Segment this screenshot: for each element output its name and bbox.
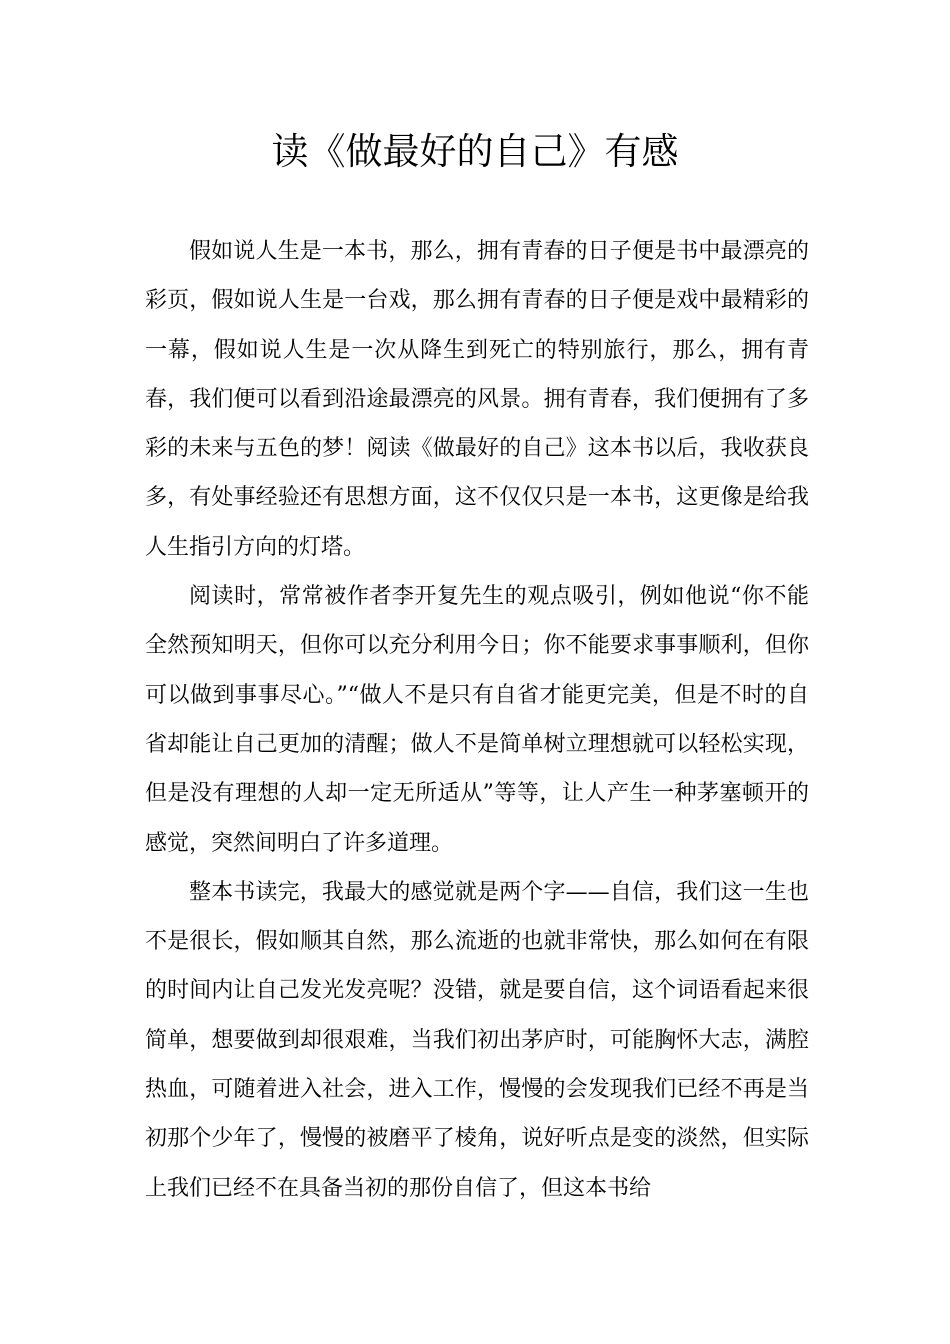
paragraph-2: 阅读时，常常被作者李开复先生的观点吸引，例如他说“你不能全然预知明天，但你可以充分利用今日；你不能要求事事顺利，但你可以做到事事尽心。”“做人不是只有自省才能更完美，但是不时的自省却能让自己更加的清醒；做人不是简单树立理想就可以轻松实现，但是没有理想的人却一定无所适从”等等，让人产生一种茅塞顿开的感觉，突然间明白了许多道理。 <box>145 584 809 856</box>
paragraph-3: 整本书读完，我最大的感觉就是两个字——自信，我们这一生也不是很长，假如顺其自然，那么流逝的也就非常快，那么如何在有限的时间内让自己发光发亮呢？没错，就是要自信，这个词语看起来很简单，想要做到却很艰难，当我们初出茅庐时，可能胸怀大志，满腔热血，可随着进入社会，进入工作，慢慢的会发现我们已经不再是当初那个少年了，慢慢的被磨平了棱角，说好听点是变的淡然，但实际上我们已经不在具备当初的那份自信了，但这本书给 <box>145 879 809 1201</box>
paragraph-1: 假如说人生是一本书，那么，拥有青春的日子便是书中最漂亮的彩页，假如说人生是一台戏，那么拥有青春的日子便是戏中最精彩的一幕，假如说人生是一次从降生到死亡的特别旅行，那么，拥有青春，我们便可以看到沿途最漂亮的风景。拥有青春，我们便拥有了多彩的未来与五色的梦！阅读《做最好的自己》这本书以后，我收获良多，有处事经验还有思想方面，这不仅仅只是一本书，这更像是给我人生指引方向的灯塔。 <box>145 239 809 560</box>
document-body <box>145 227 809 1213</box>
document-title: 读《做最好的自己》有感 <box>271 130 679 173</box>
